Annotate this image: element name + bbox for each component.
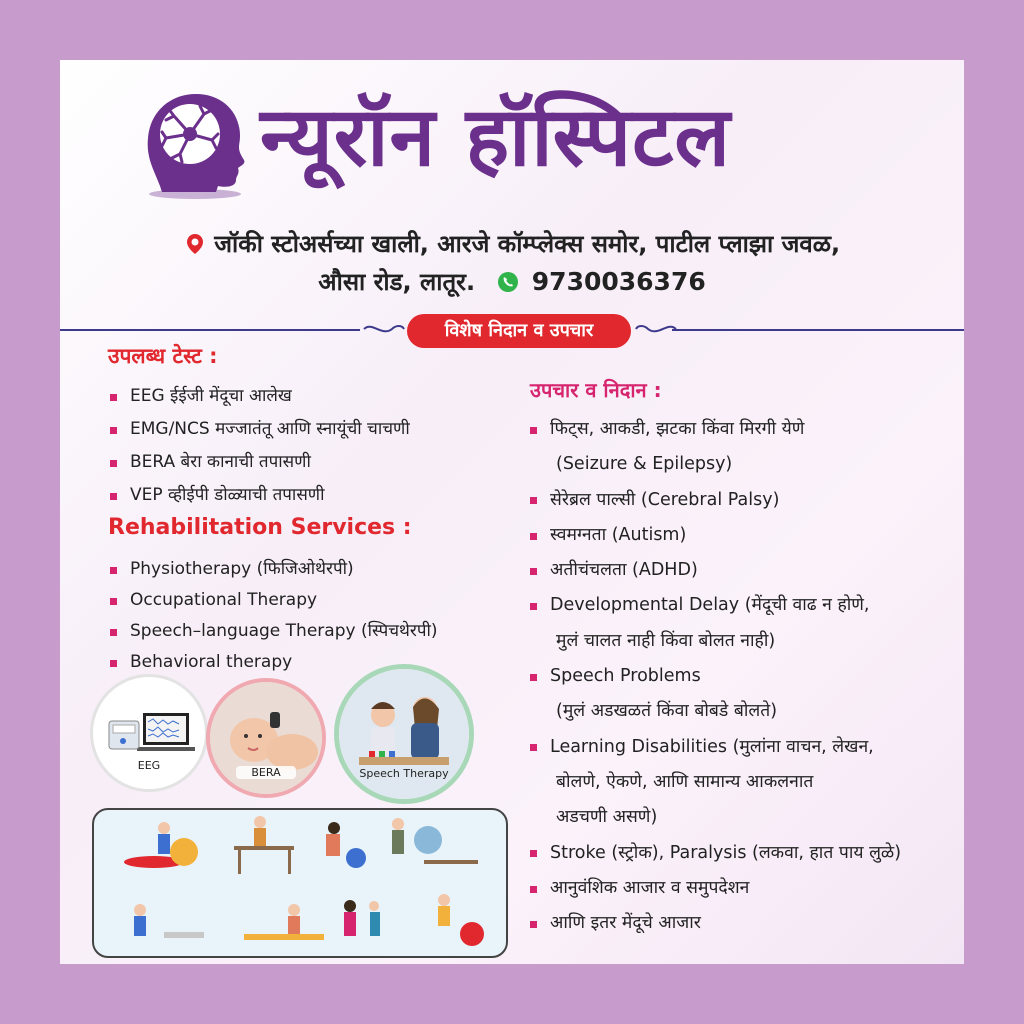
list-item xyxy=(528,659,958,730)
bullet-icon xyxy=(110,493,117,500)
list-item xyxy=(108,479,508,512)
address-line-1: जॉकी स्टोअर्सच्या खाली, आरजे कॉम्प्लेक्स समोर, पाटील प्लाझा जवळ, xyxy=(214,230,841,258)
bullet-icon xyxy=(530,568,537,575)
list-item-text: Developmental Delay (मेंदूची वाढ न होणे, xyxy=(550,595,870,616)
location-pin-icon xyxy=(184,233,206,255)
tests-list xyxy=(108,380,508,512)
list-item xyxy=(528,412,958,483)
list-item-text: VEP व्हीईपी डोळ्याची तपासणी xyxy=(130,485,325,505)
whatsapp-icon xyxy=(497,271,519,293)
list-item xyxy=(108,647,508,678)
list-item xyxy=(528,906,958,941)
list-item-text: EMG/NCS मज्जातंतू आणि स्नायूंची चाचणी xyxy=(130,419,410,439)
list-item-text: Learning Disabilities (मुलांना वाचन, लेखन, xyxy=(550,736,874,757)
treatment-heading: उपचार व निदान : xyxy=(530,378,662,402)
list-item-text: Behavioral therapy xyxy=(130,652,293,672)
list-item xyxy=(528,588,958,659)
rehab-heading: Rehabilitation Services : xyxy=(108,515,412,540)
hospital-title: न्यूरॉन हॉस्पिटल xyxy=(260,90,731,185)
eeg-image xyxy=(90,674,208,792)
list-item-text: फिट्स, आकडी, झटका किंवा मिरगी येणे xyxy=(550,419,805,439)
list-item xyxy=(108,554,508,585)
list-item-text: अडचणी असणे) xyxy=(556,807,658,828)
list-item-text: स्वमग्नता (Autism) xyxy=(550,524,687,545)
neuron-head-logo-icon xyxy=(140,88,250,200)
list-item xyxy=(108,446,508,479)
bullet-icon xyxy=(110,629,117,636)
list-item xyxy=(528,871,958,906)
address-line-2: औसा रोड, लातूर. xyxy=(318,268,476,296)
list-item-text: Speech–language Therapy (स्पिचथेरपी) xyxy=(130,621,438,641)
list-item-text: बोलणे, ऐकणे, आणि सामान्य आकलनात xyxy=(556,771,814,792)
rehab-list xyxy=(108,554,508,678)
bullet-icon xyxy=(530,533,537,540)
list-item xyxy=(528,730,958,836)
list-item-text: अतीचंचलता (ADHD) xyxy=(550,560,698,581)
list-item xyxy=(108,585,508,616)
list-item-text: (Seizure & Epilepsy) xyxy=(556,454,733,475)
address-block xyxy=(90,225,934,301)
poster-card xyxy=(60,60,964,964)
list-item xyxy=(108,380,508,413)
bullet-icon xyxy=(110,427,117,434)
bullet-icon xyxy=(530,886,537,893)
list-item xyxy=(528,518,958,553)
list-item xyxy=(528,553,958,588)
bullet-icon xyxy=(530,497,537,504)
bullet-icon xyxy=(530,921,537,928)
bullet-icon xyxy=(530,427,537,434)
list-item-text: (मुलं अडखळतं किंवा बोबडे बोलते) xyxy=(556,701,778,722)
physiotherapy-figures-icon xyxy=(94,810,506,956)
divider-left xyxy=(60,329,360,331)
swirl-ornament-left-icon xyxy=(362,319,406,339)
therapy-illustration-panel xyxy=(92,808,508,958)
bullet-icon xyxy=(110,460,117,467)
bullet-icon xyxy=(110,394,117,401)
eeg-machine-icon xyxy=(93,677,205,789)
speech-therapy-image xyxy=(334,664,474,804)
phone-number[interactable]: 9730036376 xyxy=(531,267,706,296)
list-item-text: Occupational Therapy xyxy=(130,590,318,610)
list-item-text: आणि इतर मेंदूचे आजार xyxy=(550,913,701,934)
list-item-text: Stroke (स्ट्रोक), Paralysis (लकवा, हात पाय लुळे) xyxy=(550,842,902,863)
list-item xyxy=(528,836,958,871)
treatment-list xyxy=(528,412,958,941)
bera-label: BERA xyxy=(236,766,296,779)
list-item-text: आनुवंशिक आजार व समुपदेशन xyxy=(550,877,750,898)
list-item-text: EEG ईईजी मेंदूचा आलेख xyxy=(130,386,292,406)
list-item-text: Speech Problems xyxy=(550,666,701,687)
tests-heading: उपलब्ध टेस्ट : xyxy=(108,344,218,368)
bullet-icon xyxy=(110,660,117,667)
speech-therapy-label: Speech Therapy xyxy=(359,767,449,780)
eeg-label: EEG xyxy=(137,759,161,772)
special-badge: विशेष निदान व उपचार xyxy=(407,314,631,348)
bera-image xyxy=(206,678,326,798)
bullet-icon xyxy=(530,674,537,681)
bullet-icon xyxy=(530,603,537,610)
list-item-text: सेरेब्रल पाल्सी (Cerebral Palsy) xyxy=(550,489,780,510)
bullet-icon xyxy=(530,744,537,751)
divider-right xyxy=(672,329,964,331)
list-item-text: Physiotherapy (फिजिओथेरपी) xyxy=(130,559,354,579)
list-item-text: मुलं चालत नाही किंवा बोलत नाही) xyxy=(556,630,776,651)
bullet-icon xyxy=(110,567,117,574)
bullet-icon xyxy=(530,850,537,857)
list-item-text: BERA बेरा कानाची तपासणी xyxy=(130,452,311,472)
list-item xyxy=(528,483,958,518)
bullet-icon xyxy=(110,598,117,605)
list-item xyxy=(108,413,508,446)
list-item xyxy=(108,616,508,647)
